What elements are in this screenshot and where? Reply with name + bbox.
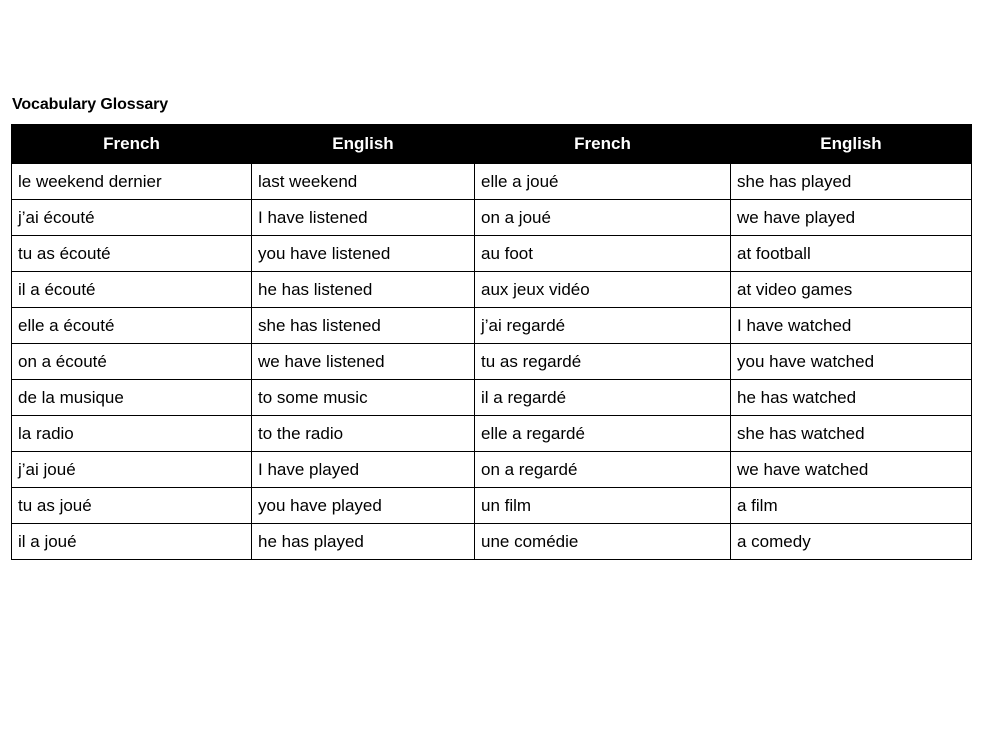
table-cell: he has played — [252, 524, 475, 560]
table-cell: la radio — [12, 416, 252, 452]
table-header-row — [12, 125, 972, 164]
vocabulary-table — [11, 124, 972, 560]
table-cell: at football — [731, 236, 972, 272]
table-cell: une comédie — [475, 524, 731, 560]
table-cell: you have played — [252, 488, 475, 524]
table-cell: she has listened — [252, 308, 475, 344]
header-french-1: French — [12, 125, 252, 164]
table-cell: she has played — [731, 164, 972, 200]
table-cell: you have watched — [731, 344, 972, 380]
table-cell: last weekend — [252, 164, 475, 200]
table-row — [12, 488, 972, 524]
table-cell: I have played — [252, 452, 475, 488]
table-cell: we have listened — [252, 344, 475, 380]
table-cell: we have watched — [731, 452, 972, 488]
table-cell: elle a écouté — [12, 308, 252, 344]
table-cell: I have listened — [252, 200, 475, 236]
table-row — [12, 524, 972, 560]
table-cell: elle a regardé — [475, 416, 731, 452]
table-row — [12, 452, 972, 488]
table-cell: au foot — [475, 236, 731, 272]
table-cell: to some music — [252, 380, 475, 416]
table-cell: j’ai joué — [12, 452, 252, 488]
header-english-1: English — [252, 125, 475, 164]
table-cell: to the radio — [252, 416, 475, 452]
table-cell: il a écouté — [12, 272, 252, 308]
table-cell: on a écouté — [12, 344, 252, 380]
table-cell: tu as regardé — [475, 344, 731, 380]
table-cell: on a regardé — [475, 452, 731, 488]
table-cell: il a regardé — [475, 380, 731, 416]
table-cell: at video games — [731, 272, 972, 308]
table-cell: j’ai écouté — [12, 200, 252, 236]
table-cell: elle a joué — [475, 164, 731, 200]
table-cell: le weekend dernier — [12, 164, 252, 200]
table-cell: tu as écouté — [12, 236, 252, 272]
table-cell: you have listened — [252, 236, 475, 272]
table-cell: a comedy — [731, 524, 972, 560]
table-row — [12, 308, 972, 344]
table-row — [12, 236, 972, 272]
table-cell: un film — [475, 488, 731, 524]
table-cell: a film — [731, 488, 972, 524]
table-row — [12, 344, 972, 380]
table-cell: we have played — [731, 200, 972, 236]
table-cell: j’ai regardé — [475, 308, 731, 344]
table-row — [12, 164, 972, 200]
table-cell: on a joué — [475, 200, 731, 236]
header-french-2: French — [475, 125, 731, 164]
page-title: Vocabulary Glossary — [12, 96, 169, 113]
table-cell: he has watched — [731, 380, 972, 416]
header-english-2: English — [731, 125, 972, 164]
table-row — [12, 380, 972, 416]
table-cell: aux jeux vidéo — [475, 272, 731, 308]
table-cell: tu as joué — [12, 488, 252, 524]
table-cell: il a joué — [12, 524, 252, 560]
table-row — [12, 200, 972, 236]
table-cell: he has listened — [252, 272, 475, 308]
table-row — [12, 272, 972, 308]
table-cell: de la musique — [12, 380, 252, 416]
table-cell: she has watched — [731, 416, 972, 452]
table-row — [12, 416, 972, 452]
table-cell: I have watched — [731, 308, 972, 344]
